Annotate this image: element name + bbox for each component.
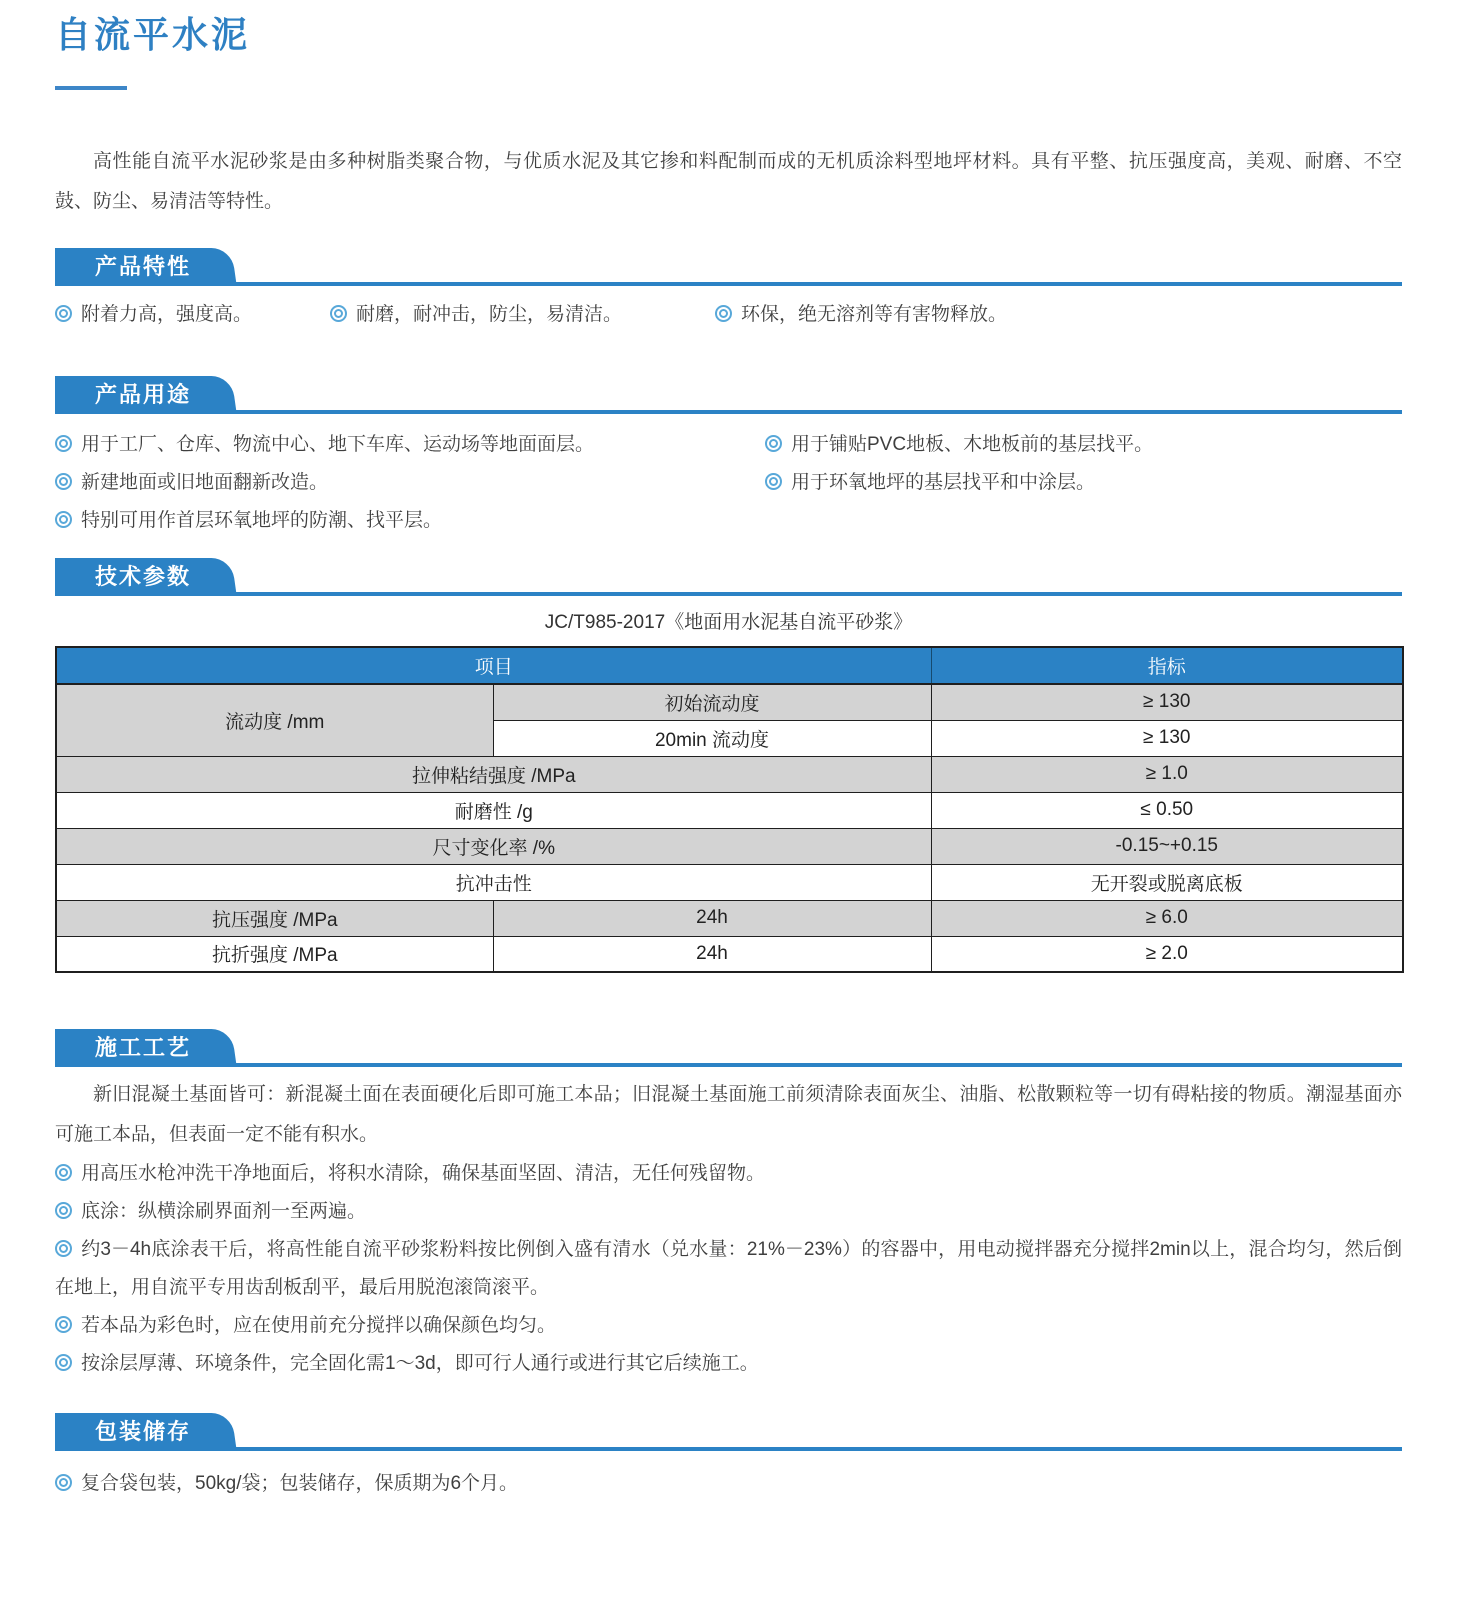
use-text: 特别可用作首层环氧地坪的防潮、找平层。 — [81, 510, 443, 531]
uses-list — [55, 426, 1402, 540]
table-row — [56, 792, 1403, 828]
process-paragraph: 新旧混凝土基面皆可：新混凝土面在表面硬化后即可施工本品；旧混凝土基面施工前须清除表面灰尘、油脂、松散颗粒等一切有碍粘接的物质。潮湿基面亦可施工本品，但表面一定不能有积水。 — [55, 1084, 1402, 1145]
column-header-item: 项目 — [56, 647, 931, 684]
section-header-uses — [55, 376, 1402, 414]
table-cell: ≥ 2.0 — [931, 936, 1403, 972]
section-title-uses: 产品用途 — [94, 382, 191, 407]
bullseye-icon — [55, 1202, 72, 1219]
section-uses — [55, 376, 1402, 540]
bullseye-icon — [765, 435, 782, 452]
page-title: 自流平水泥 — [55, 14, 251, 55]
section-tab-packaging — [55, 1413, 255, 1451]
use-text: 用于环氧地坪的基层找平和中涂层。 — [791, 472, 1096, 493]
table-row — [56, 936, 1403, 972]
section-title-packaging: 包装储存 — [94, 1419, 191, 1444]
bullseye-icon — [55, 1240, 72, 1257]
table-cell: 抗折强度 /MPa — [56, 936, 493, 972]
section-title-tech: 技术参数 — [94, 564, 191, 589]
feature-list — [55, 300, 1402, 330]
title-underline-rule — [55, 86, 127, 90]
uses-left-column — [55, 426, 765, 540]
spec-table-title: JC/T985-2017《地面用水泥基自流平砂浆》 — [544, 612, 913, 633]
section-title-features: 产品特性 — [94, 254, 191, 279]
section-tab-features — [55, 248, 255, 286]
table-cell: 无开裂或脱离底板 — [931, 864, 1403, 900]
step-text: 用高压水枪冲洗干净地面后，将积水清除，确保基面坚固、清洁，无任何残留物。 — [81, 1163, 766, 1184]
step-text: 底涂：纵横涂刷界面剂一至两遍。 — [81, 1201, 367, 1222]
section-packaging — [55, 1413, 1402, 1503]
table-cell: 抗冲击性 — [56, 864, 931, 900]
column-header-index: 指标 — [931, 647, 1403, 684]
list-item — [55, 502, 765, 540]
uses-right-column — [765, 426, 1153, 540]
list-item — [55, 1307, 1402, 1345]
section-title-process: 施工工艺 — [94, 1035, 191, 1060]
table-cell: 24h — [493, 936, 931, 972]
table-cell: ≥ 130 — [931, 684, 1403, 720]
table-header-row — [56, 647, 1403, 684]
table-cell: -0.15~+0.15 — [931, 828, 1403, 864]
table-cell: 流动度 /mm — [56, 684, 493, 756]
step-text: 若本品为彩色时，应在使用前充分搅拌以确保颜色均匀。 — [81, 1315, 557, 1336]
bullseye-icon — [55, 511, 72, 528]
section-header-process — [55, 1029, 1402, 1067]
list-item — [55, 1155, 1402, 1193]
table-cell: 尺寸变化率 /% — [56, 828, 931, 864]
table-cell: ≥ 130 — [931, 720, 1403, 756]
section-tab-tech — [55, 558, 255, 596]
bullseye-icon — [55, 473, 72, 490]
section-features — [55, 248, 1402, 330]
section-tab-process — [55, 1029, 255, 1067]
table-row — [56, 828, 1403, 864]
step-text: 约3－4h底涂表干后，将高性能自流平砂浆粉料按比例倒入盛有清水（兑水量：21%－23%）的容器中，用电动搅拌器充分搅拌2min以上，混合均匀，然后倒在地上，用自流平专用齿刮板刮平，最后用脱泡滚筒滚平。 — [55, 1239, 1402, 1298]
section-process — [55, 1029, 1402, 1383]
bullseye-icon — [55, 1354, 72, 1371]
packaging-text: 复合袋包装，50kg/袋；包装储存，保质期为6个月。 — [81, 1473, 519, 1494]
feature-text: 耐磨，耐冲击，防尘，易清洁。 — [356, 304, 623, 325]
section-header-packaging — [55, 1413, 1402, 1451]
intro-paragraph: 高性能自流平水泥砂浆是由多种树脂类聚合物，与优质水泥及其它掺和料配制而成的无机质涂料型地坪材料。具有平整、抗压强度高，美观、耐磨、不空鼓、防尘、易清洁等特性。 — [55, 151, 1402, 212]
use-text: 用于工厂、仓库、物流中心、地下车库、运动场等地面面层。 — [81, 434, 595, 455]
section-tech — [55, 558, 1402, 973]
table-row — [56, 864, 1403, 900]
spec-table — [55, 646, 1404, 973]
list-item — [765, 464, 1153, 502]
table-row — [56, 684, 1403, 720]
list-item — [55, 1231, 1402, 1307]
list-item — [55, 1345, 1402, 1383]
bullseye-icon — [55, 1474, 72, 1491]
bullseye-icon — [55, 1316, 72, 1333]
list-item — [55, 1465, 1402, 1503]
bullseye-icon — [55, 305, 72, 322]
section-tab-uses — [55, 376, 255, 414]
feature-text: 环保，绝无溶剂等有害物释放。 — [741, 304, 1008, 325]
table-cell: ≤ 0.50 — [931, 792, 1403, 828]
list-item — [55, 426, 765, 464]
table-cell: ≥ 1.0 — [931, 756, 1403, 792]
process-step-list — [55, 1155, 1402, 1383]
bullseye-icon — [330, 305, 347, 322]
bullseye-icon — [765, 473, 782, 490]
bullseye-icon — [715, 305, 732, 322]
table-row — [56, 900, 1403, 936]
use-text: 用于铺贴PVC地板、木地板前的基层找平。 — [791, 434, 1154, 455]
list-item — [765, 426, 1153, 464]
table-cell: 抗压强度 /MPa — [56, 900, 493, 936]
table-cell: 20min 流动度 — [493, 720, 931, 756]
list-item — [55, 1193, 1402, 1231]
step-text: 按涂层厚薄、环境条件，完全固化需1～3d，即可行人通行或进行其它后续施工。 — [81, 1353, 759, 1374]
table-cell: 拉伸粘结强度 /MPa — [56, 756, 931, 792]
table-cell: ≥ 6.0 — [931, 900, 1403, 936]
table-cell: 初始流动度 — [493, 684, 931, 720]
section-header-features — [55, 248, 1402, 286]
list-item — [330, 300, 622, 330]
bullseye-icon — [55, 435, 72, 452]
bullseye-icon — [55, 1164, 72, 1181]
table-cell: 24h — [493, 900, 931, 936]
table-row — [56, 756, 1403, 792]
table-cell: 耐磨性 /g — [56, 792, 931, 828]
use-text: 新建地面或旧地面翻新改造。 — [81, 472, 329, 493]
list-item — [715, 300, 1007, 330]
section-header-tech — [55, 558, 1402, 596]
feature-text: 附着力高，强度高。 — [81, 304, 253, 325]
list-item — [55, 300, 252, 330]
list-item — [55, 464, 765, 502]
